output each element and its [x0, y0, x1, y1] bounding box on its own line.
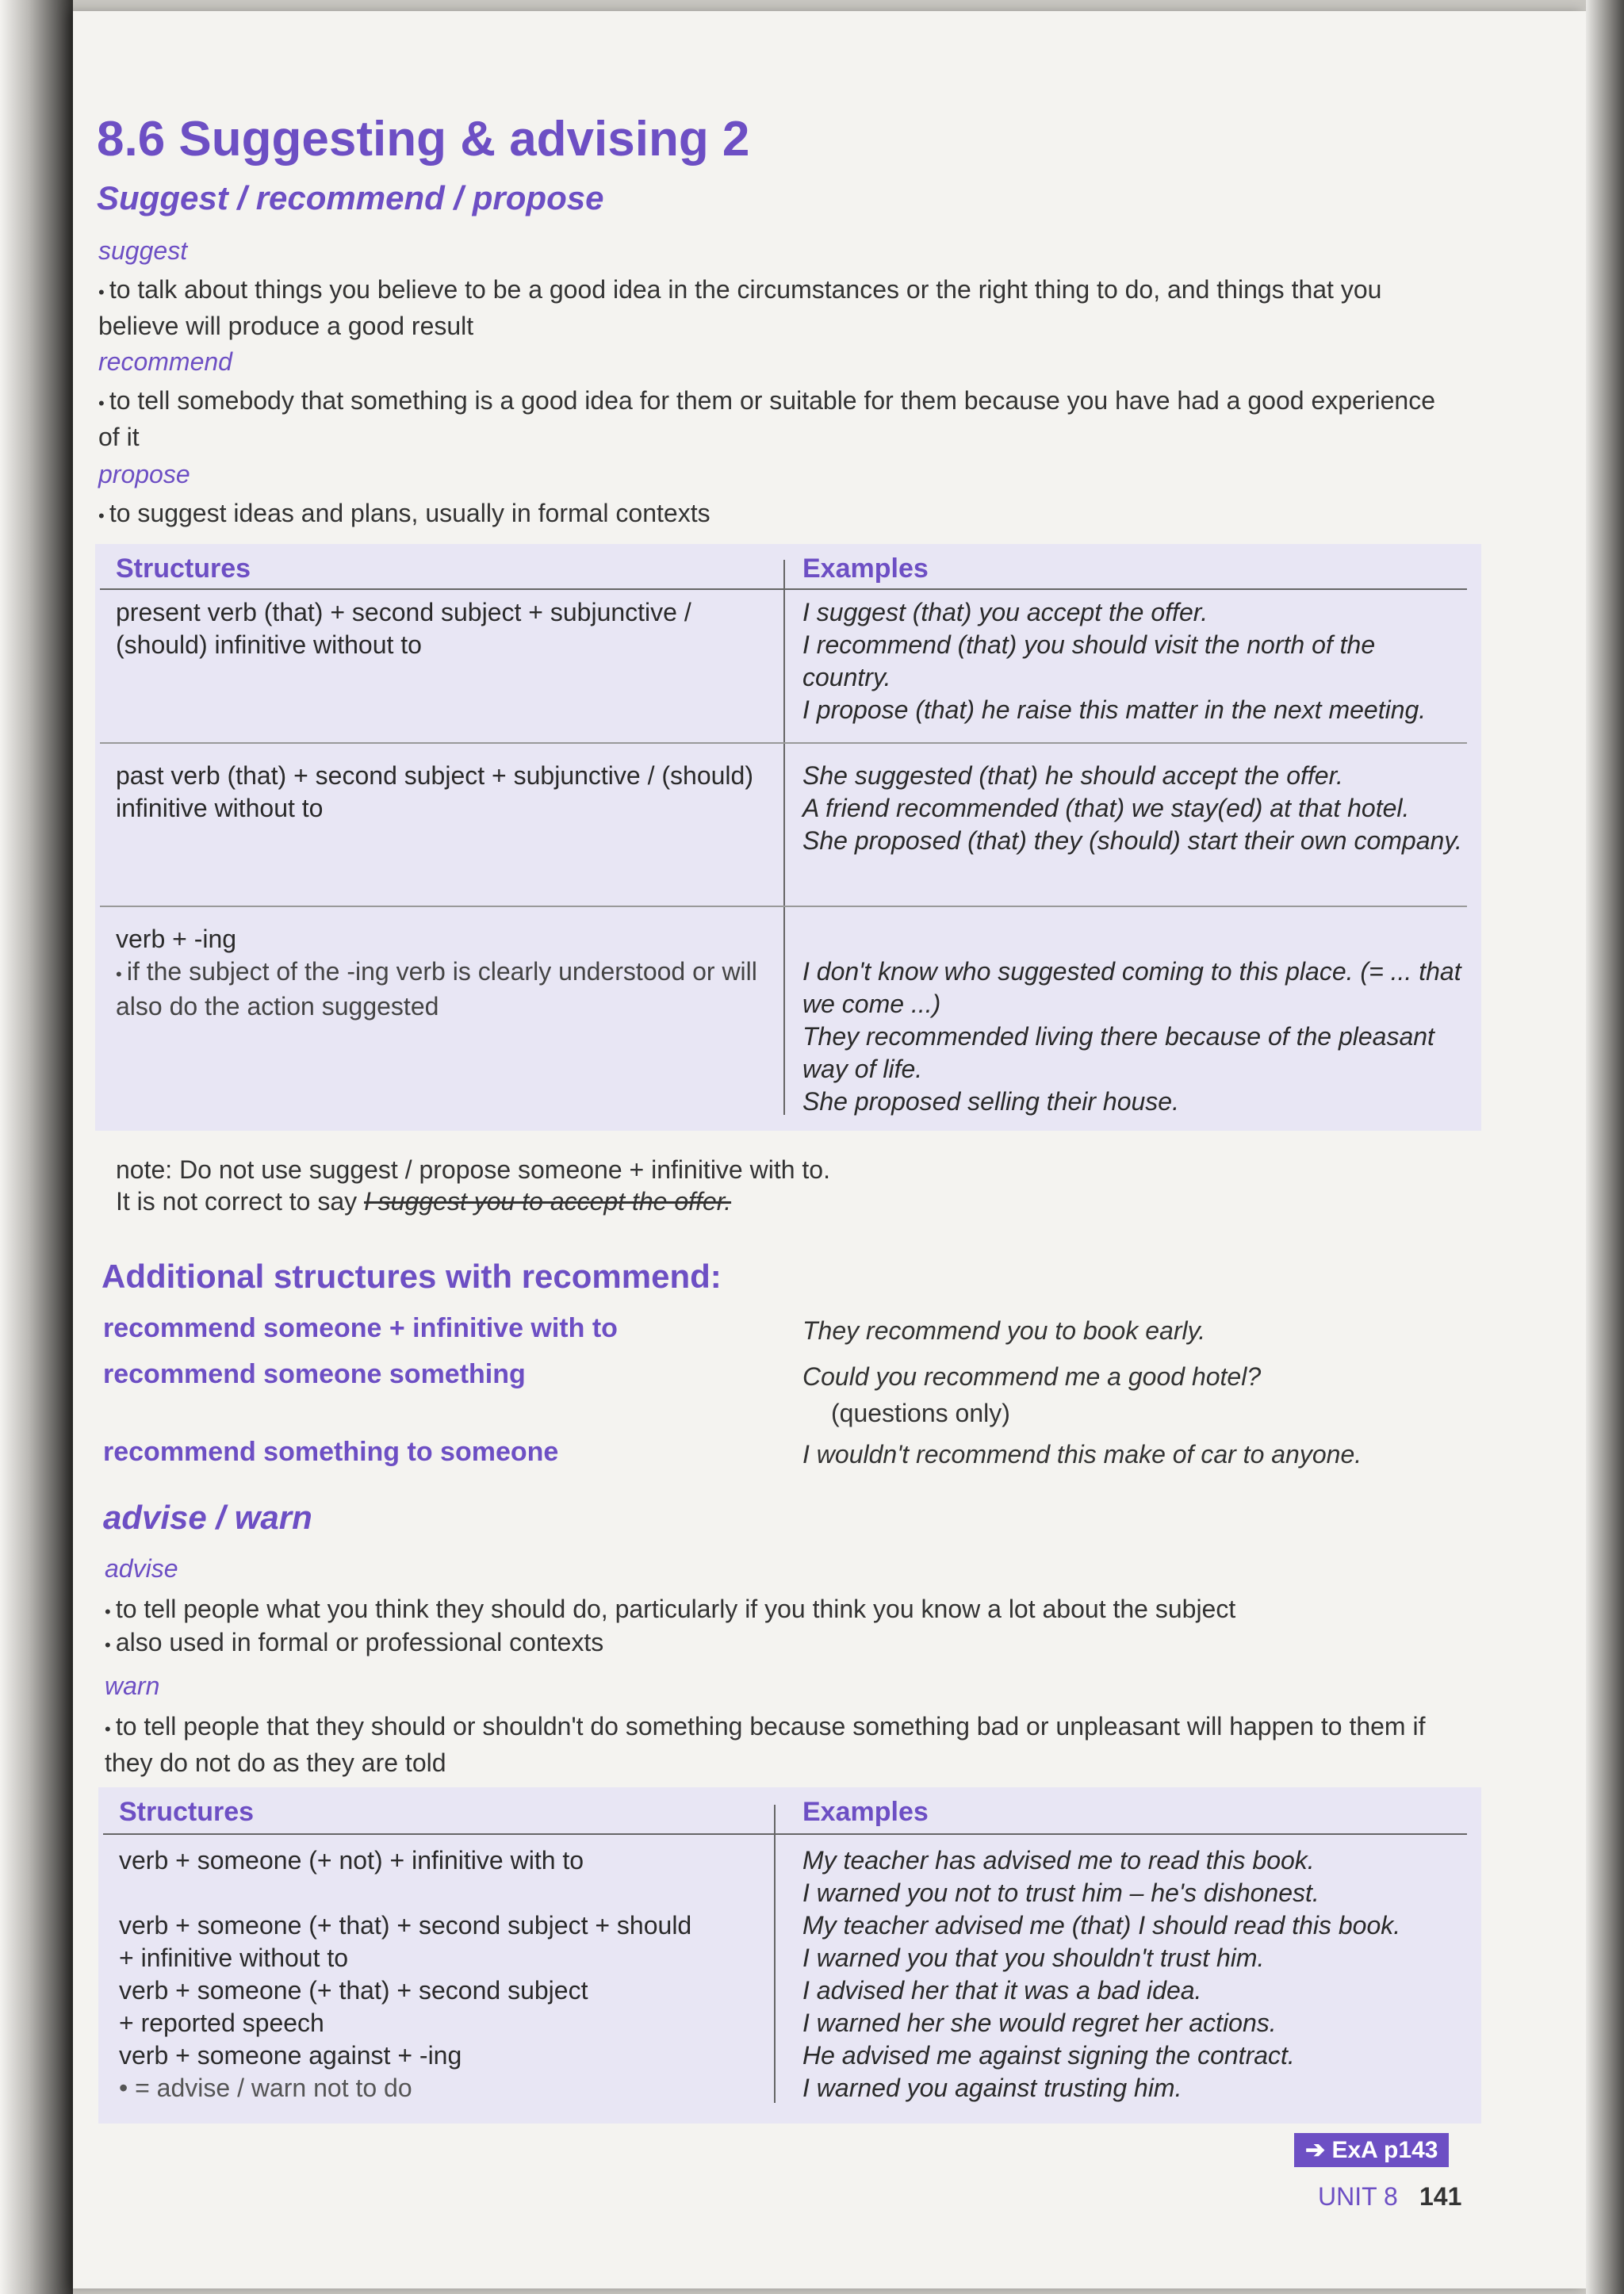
table-header-examples: Examples — [802, 1797, 929, 1827]
definition: • to tell people what you think they should do, particularly if you think you know a lot about the subject — [105, 1592, 1453, 1629]
structure-line: verb + someone against + -ing — [119, 2041, 462, 2070]
page-title: 8.6 Suggesting & advising 2 — [97, 112, 750, 167]
definition: • to tell people that they should or shouldn't do something because something bad or unpleasant will happen to them if they do not do as they are told — [105, 1710, 1453, 1779]
section2-heading: advise / warn — [103, 1499, 312, 1536]
definition: • to talk about things you believe to be a good idea in the circumstances or the right thing to do, and things that you believe will produce a good result — [98, 273, 1454, 343]
structure-note: • if the subject of the -ing verb is clearly understood or will also do the action suggested — [116, 956, 774, 1023]
example-line: My teacher advised me (that) I should read this book. — [802, 1911, 1401, 1940]
note-line: note: Do not use suggest / propose someone + infinitive with to. — [116, 1155, 830, 1184]
term-warn: warn — [105, 1672, 160, 1700]
structure-line: + infinitive without to — [119, 1944, 349, 1972]
structure-line: • = advise / warn not to do — [119, 2074, 412, 2102]
structure-cell: verb + -ing — [116, 925, 237, 953]
additional-example-note: (questions only) — [831, 1399, 1010, 1427]
book-spine — [0, 0, 73, 2294]
additional-example: I wouldn't recommend this make of car to anyone. — [802, 1440, 1362, 1469]
term-recommend: recommend — [98, 347, 232, 376]
divider — [774, 1805, 776, 2103]
example-cell: I recommend (that) you should visit the north of the country. — [802, 630, 1376, 691]
structure-line: verb + someone (+ that) + second subject + should — [119, 1911, 692, 1940]
definition: • also used in formal or professional contexts — [105, 1626, 1453, 1662]
page-edge — [1586, 0, 1624, 2294]
note-prefix: It is not correct to say — [116, 1187, 364, 1216]
divider — [100, 906, 1467, 907]
exercise-link[interactable]: ➔ ExA p143 — [1294, 2133, 1449, 2167]
additional-structure: recommend someone something — [103, 1359, 526, 1389]
table-header-structures: Structures — [119, 1797, 255, 1827]
structure-line: + reported speech — [119, 2009, 324, 2037]
structure-cell: present verb (that) + second subject + subjunctive / (should) infinitive without to — [116, 598, 691, 659]
additional-structure: recommend someone + infinitive with to — [103, 1313, 618, 1343]
example-cell: I propose (that) he raise this matter in the next meeting. — [802, 695, 1427, 724]
divider — [783, 560, 785, 1115]
note-line-2 — [116, 1185, 731, 1218]
structure-line: verb + someone (+ that) + second subject — [119, 1976, 588, 2005]
example-cell: I suggest (that) you accept the offer. — [802, 598, 1208, 626]
example-line: He advised me against signing the contract. — [802, 2041, 1295, 2070]
structure-cell: past verb (that) + second subject + subjunctive / (should) infinitive without to — [116, 761, 753, 822]
example-line: I advised her that it was a bad idea. — [802, 1976, 1202, 2005]
unit-label: UNIT 8 — [1318, 2182, 1398, 2211]
example-line: My teacher has advised me to read this book. — [802, 1846, 1315, 1875]
page-number: 141 — [1419, 2182, 1462, 2211]
section1-heading: Suggest / recommend / propose — [97, 179, 604, 216]
incorrect-example: I suggest you to accept the offer. — [364, 1187, 732, 1216]
table-header-examples: Examples — [802, 553, 929, 584]
additional-example: Could you recommend me a good hotel? — [802, 1362, 1262, 1391]
example-line: I warned you against trusting him. — [802, 2074, 1182, 2102]
term-propose: propose — [98, 460, 190, 488]
example-cell: I don't know who suggested coming to this place. (= ... that we come ...) — [802, 957, 1461, 1018]
divider — [103, 1833, 1467, 1835]
term-suggest: suggest — [98, 236, 188, 265]
example-line: I warned her she would regret her actions. — [802, 2009, 1277, 2037]
example-cell: They recommended living there because of the pleasant way of life. — [802, 1022, 1434, 1083]
definition: • to tell somebody that something is a good idea for them or suitable for them because you have had a good experience of it — [98, 384, 1446, 454]
example-cell: A friend recommended (that) we stay(ed) at that hotel. — [802, 794, 1410, 822]
additional-heading: Additional structures with recommend: — [102, 1258, 722, 1295]
table-header-structures: Structures — [116, 553, 251, 584]
term-advise: advise — [105, 1554, 178, 1583]
example-line: I warned you not to trust him – he's dishonest. — [802, 1878, 1320, 1907]
example-cell: She proposed selling their house. — [802, 1087, 1179, 1116]
divider — [100, 742, 1467, 744]
example-cell: She proposed (that) they (should) start their own company. — [802, 826, 1462, 855]
definition: • to suggest ideas and plans, usually in formal contexts — [98, 496, 1446, 533]
additional-example: They recommend you to book early. — [802, 1316, 1206, 1345]
structure-line: verb + someone (+ not) + infinitive with to — [119, 1846, 584, 1875]
example-line: I warned you that you shouldn't trust him. — [802, 1944, 1265, 1972]
additional-structure: recommend something to someone — [103, 1437, 559, 1467]
example-cell: She suggested (that) he should accept the offer. — [802, 761, 1343, 790]
